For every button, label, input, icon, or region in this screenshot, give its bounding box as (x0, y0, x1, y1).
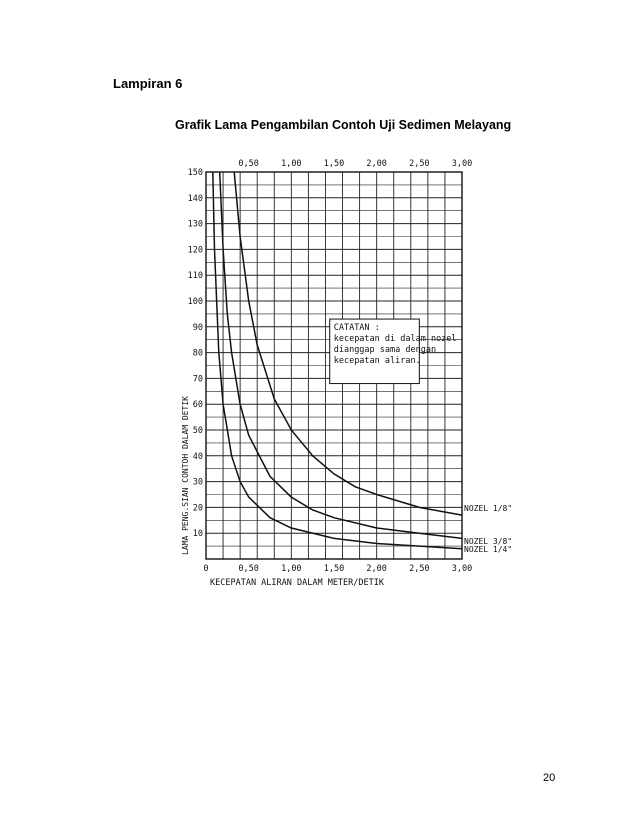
y-tick-label: 50 (192, 426, 203, 436)
y-tick-label: 20 (192, 503, 203, 514)
x-tick-label-top: 1,00 (281, 159, 302, 169)
x-tick-label-bottom: 2,50 (409, 564, 430, 574)
x-tick-label-top: 1,50 (323, 159, 345, 169)
y-tick-label: 140 (187, 193, 203, 204)
note-line: dianggap sama dengan (333, 345, 437, 356)
x-tick-label-bottom: 3,00 (451, 564, 473, 574)
x-axis-label: KECEPATAN ALIRAN DALAM METER/DETIK (210, 578, 384, 588)
y-tick-label: 30 (192, 477, 203, 488)
x-tick-label-top: 2,00 (366, 159, 387, 169)
series-label: NOZEL 1/4" (464, 545, 513, 554)
page-number: 20 (543, 772, 556, 784)
y-tick-label: 110 (187, 271, 203, 282)
note-line: kecepatan di dalam nozel (333, 334, 457, 345)
y-tick-label: 60 (192, 400, 203, 411)
series-label: NOZEL 3/8" (464, 537, 513, 546)
x-tick-label-top: 3,00 (451, 159, 473, 169)
note-box (330, 319, 457, 384)
appendix-heading: Lampiran 6 (113, 76, 183, 91)
x-tick-label-bottom: 2,00 (366, 564, 387, 574)
y-tick-label: 40 (192, 451, 203, 462)
note-line: kecepatan aliran. (333, 356, 421, 367)
x-tick-label-bottom: 1,50 (323, 564, 345, 574)
x-tick-label-bottom: 1,00 (281, 564, 302, 574)
y-tick-label: 120 (187, 245, 203, 256)
y-tick-label: 100 (187, 297, 203, 307)
y-axis-label: LAMA PENG.SIAN CONTOH DALAM DETIK (181, 396, 190, 555)
x-tick-label-top: 2,50 (409, 159, 430, 169)
x-tick-label-top: 0,50 (238, 159, 259, 169)
y-tick-label: 150 (187, 168, 203, 178)
y-tick-label: 130 (187, 219, 203, 230)
x-tick-label-bottom: 0,50 (238, 564, 259, 574)
series-label: NOZEL 1/8" (464, 504, 513, 513)
y-tick-label: 10 (192, 529, 203, 540)
note-title: CATATAN : (333, 323, 380, 334)
x-tick-label-bottom: 0 (203, 564, 209, 574)
y-tick-label: 80 (192, 348, 203, 359)
chart-title: Grafik Lama Pengambilan Contoh Uji Sedimen Melayang (175, 118, 512, 132)
y-tick-label: 90 (192, 322, 203, 333)
y-tick-label: 70 (192, 374, 203, 385)
